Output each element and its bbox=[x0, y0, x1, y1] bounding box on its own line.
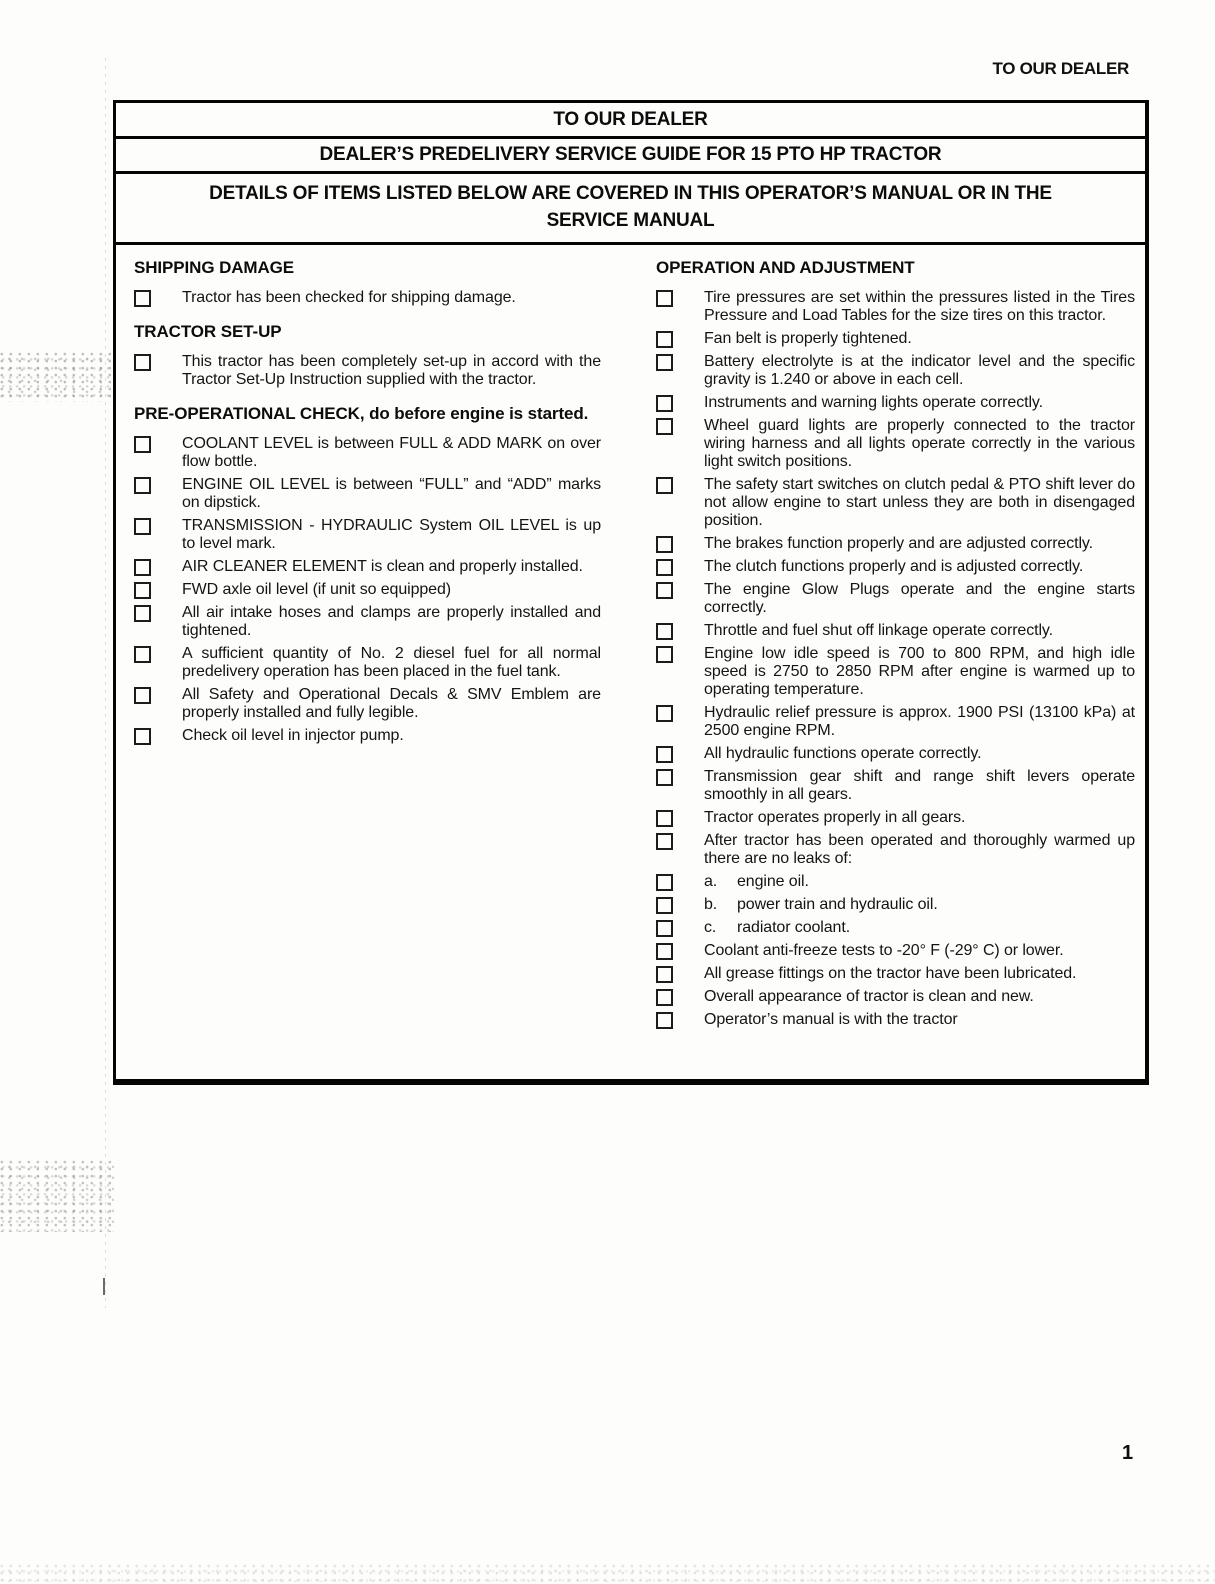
box-note-line1: DETAILS OF ITEMS LISTED BELOW ARE COVERED IN THIS OPERATOR’S MANUAL OR IN THE bbox=[209, 183, 1052, 204]
checklist-item bbox=[656, 394, 1135, 412]
checklist-item-text: Check oil level in injector pump. bbox=[182, 727, 404, 744]
box-title: TO OUR DEALER bbox=[116, 103, 1145, 139]
checklist-item-text: After tractor has been operated and thoroughly warmed up there are no leaks of: bbox=[704, 832, 1135, 867]
checklist-item-text: Engine low idle speed is 700 to 800 RPM, and high idle speed is 2750 to 2850 RPM after engine is warmed up to operating temperature. bbox=[704, 645, 1135, 698]
checklist-item-text bbox=[704, 919, 1135, 937]
checklist-item bbox=[656, 942, 1135, 960]
checkbox-unchecked-icon[interactable] bbox=[656, 746, 673, 763]
section-heading: OPERATION AND ADJUSTMENT bbox=[656, 258, 915, 277]
checkbox-unchecked-icon[interactable] bbox=[134, 290, 151, 307]
checklist-item-text: Throttle and fuel shut off linkage operate correctly. bbox=[704, 622, 1053, 639]
section-heading: TRACTOR SET-UP bbox=[134, 322, 282, 341]
checkbox-unchecked-icon[interactable] bbox=[134, 436, 151, 453]
checklist-item bbox=[656, 919, 1135, 937]
checklist-item bbox=[656, 581, 1135, 617]
checklist-item bbox=[656, 353, 1135, 389]
checkbox-unchecked-icon[interactable] bbox=[134, 728, 151, 745]
checklist-item bbox=[134, 476, 601, 512]
section-heading: SHIPPING DAMAGE bbox=[134, 258, 295, 277]
checklist-item-text: FWD axle oil level (if unit so equipped) bbox=[182, 581, 452, 598]
checklist-item-text: Tire pressures are set within the pressures listed in the Tires Pressure and Load Tables for the size tires on this tractor. bbox=[704, 289, 1135, 324]
checkbox-unchecked-icon[interactable] bbox=[134, 605, 151, 622]
checkbox-unchecked-icon[interactable] bbox=[656, 920, 673, 937]
checklist-item bbox=[656, 330, 1135, 348]
checkbox-unchecked-icon[interactable] bbox=[656, 418, 673, 435]
checklist-column-left bbox=[134, 255, 601, 1034]
checkbox-unchecked-icon[interactable] bbox=[134, 518, 151, 535]
checkbox-unchecked-icon[interactable] bbox=[134, 646, 151, 663]
checklist-item bbox=[656, 704, 1135, 740]
checklist-item bbox=[656, 965, 1135, 983]
checkbox-unchecked-icon[interactable] bbox=[134, 582, 151, 599]
scan-artifact-dash bbox=[103, 1278, 105, 1295]
scan-artifact-noise-band bbox=[0, 1160, 114, 1232]
running-header: TO OUR DEALER bbox=[992, 59, 1129, 78]
checklist-item-text: ENGINE OIL LEVEL is between “FULL” and “ADD” marks on dipstick. bbox=[182, 476, 601, 511]
checkbox-unchecked-icon[interactable] bbox=[656, 290, 673, 307]
checkbox-unchecked-icon[interactable] bbox=[656, 966, 673, 983]
checkbox-unchecked-icon[interactable] bbox=[656, 989, 673, 1006]
checklist-item-text: The clutch functions properly and is adjusted correctly. bbox=[704, 558, 1084, 575]
checkbox-unchecked-icon[interactable] bbox=[656, 623, 673, 640]
checklist-item-text: Transmission gear shift and range shift levers operate smoothly in all gears. bbox=[704, 768, 1135, 803]
checklist-item bbox=[656, 896, 1135, 914]
section-heading: PRE-OPERATIONAL CHECK, do before engine is started. bbox=[134, 404, 589, 423]
item-letter: c. bbox=[704, 919, 717, 936]
checklist-item bbox=[656, 558, 1135, 576]
item-label: radiator coolant. bbox=[737, 919, 851, 936]
checklist-item bbox=[656, 476, 1135, 530]
checkbox-unchecked-icon[interactable] bbox=[134, 687, 151, 704]
checklist-item bbox=[134, 581, 601, 599]
item-letter: a. bbox=[704, 873, 718, 890]
checklist-item-text: The brakes function properly and are adjusted correctly. bbox=[704, 535, 1093, 552]
checkbox-unchecked-icon[interactable] bbox=[656, 559, 673, 576]
checklist-item bbox=[134, 604, 601, 640]
checklist-item-text: The engine Glow Plugs operate and the engine starts correctly. bbox=[704, 581, 1135, 616]
checkbox-unchecked-icon[interactable] bbox=[656, 331, 673, 348]
checklist-item-text: Tractor operates properly in all gears. bbox=[704, 809, 966, 826]
checkbox-unchecked-icon[interactable] bbox=[656, 769, 673, 786]
checkbox-unchecked-icon[interactable] bbox=[656, 833, 673, 850]
checklist-item bbox=[656, 768, 1135, 804]
item-label: power train and hydraulic oil. bbox=[737, 896, 938, 913]
checklist-item bbox=[134, 435, 601, 471]
item-label: engine oil. bbox=[737, 873, 809, 890]
checklist-item-text: Fan belt is properly tightened. bbox=[704, 330, 912, 347]
checklist-item bbox=[134, 353, 601, 389]
checkbox-unchecked-icon[interactable] bbox=[134, 477, 151, 494]
checkbox-unchecked-icon[interactable] bbox=[656, 582, 673, 599]
checklist-item-text: AIR CLEANER ELEMENT is clean and properly installed. bbox=[182, 558, 583, 575]
checkbox-unchecked-icon[interactable] bbox=[656, 810, 673, 827]
checklist-item-text: All hydraulic functions operate correctly. bbox=[704, 745, 982, 762]
checklist-item-text: Overall appearance of tractor is clean and new. bbox=[704, 988, 1034, 1005]
checkbox-unchecked-icon[interactable] bbox=[656, 646, 673, 663]
checklist-item-text: COOLANT LEVEL is between FULL & ADD MARK on over flow bottle. bbox=[182, 435, 601, 470]
checkbox-unchecked-icon[interactable] bbox=[656, 874, 673, 891]
checklist-item bbox=[134, 686, 601, 722]
box-subtitle: DEALER’S PREDELIVERY SERVICE GUIDE FOR 15 PTO HP TRACTOR bbox=[116, 139, 1145, 174]
checklist-item-text: All Safety and Operational Decals & SMV Emblem are properly installed and fully legible. bbox=[182, 686, 601, 721]
checklist-item bbox=[656, 832, 1135, 868]
checkbox-unchecked-icon[interactable] bbox=[134, 559, 151, 576]
checklist-item-text: Battery electrolyte is at the indicator level and the specific gravity is 1.240 or above in each cell. bbox=[704, 353, 1135, 388]
checklist-item bbox=[134, 517, 601, 553]
checklist-item bbox=[134, 727, 601, 745]
checklist-item-text bbox=[704, 896, 1135, 914]
checklist-columns bbox=[116, 245, 1145, 1034]
scan-artifact-margin-line bbox=[105, 58, 106, 1308]
checklist-item bbox=[134, 558, 601, 576]
checklist-item-text: Operator’s manual is with the tractor bbox=[704, 1011, 958, 1028]
checklist-item-text: A sufficient quantity of No. 2 diesel fuel for all normal predelivery operation has been placed in the fuel tank. bbox=[182, 645, 601, 680]
checkbox-unchecked-icon[interactable] bbox=[134, 354, 151, 371]
checkbox-unchecked-icon[interactable] bbox=[656, 705, 673, 722]
checkbox-unchecked-icon[interactable] bbox=[656, 943, 673, 960]
checkbox-unchecked-icon[interactable] bbox=[656, 354, 673, 371]
checklist-item-text: All air intake hoses and clamps are properly installed and tightened. bbox=[182, 604, 601, 639]
checklist-column-right bbox=[656, 255, 1135, 1034]
checklist-item bbox=[134, 645, 601, 681]
checklist-item bbox=[656, 622, 1135, 640]
checklist-item bbox=[656, 535, 1135, 553]
checkbox-unchecked-icon[interactable] bbox=[656, 897, 673, 914]
checklist-item-text: Wheel guard lights are properly connected to the tractor wiring harness and all lights operate correctly in the various light switch positions. bbox=[704, 417, 1135, 470]
checklist-item-text: Tractor has been checked for shipping damage. bbox=[182, 289, 516, 306]
checklist-item-text: The safety start switches on clutch pedal & PTO shift lever do not allow engine to start unless they are both in disengaged position. bbox=[704, 476, 1135, 529]
scan-artifact-noise-band bbox=[0, 1564, 1215, 1582]
checklist-item bbox=[656, 809, 1135, 827]
checklist-item-text bbox=[704, 873, 1135, 891]
checklist-item bbox=[656, 1011, 1135, 1029]
box-note bbox=[116, 174, 1145, 245]
checklist-item-text: All grease fittings on the tractor have been lubricated. bbox=[704, 965, 1077, 982]
checklist-item bbox=[656, 988, 1135, 1006]
checklist-item bbox=[656, 289, 1135, 325]
checkbox-unchecked-icon[interactable] bbox=[656, 536, 673, 553]
checklist-item bbox=[656, 645, 1135, 699]
checklist-item-text: This tractor has been completely set-up in accord with the Tractor Set-Up Instruction supplied with the tractor. bbox=[182, 353, 601, 388]
checkbox-unchecked-icon[interactable] bbox=[656, 395, 673, 412]
checklist-item-text: Hydraulic relief pressure is approx. 1900 PSI (13100 kPa) at 2500 engine RPM. bbox=[704, 704, 1135, 739]
page-number: 1 bbox=[1122, 1442, 1134, 1464]
checkbox-unchecked-icon[interactable] bbox=[656, 477, 673, 494]
checklist-item-text: Instruments and warning lights operate correctly. bbox=[704, 394, 1043, 411]
scan-artifact-noise-band bbox=[0, 352, 112, 402]
checklist-item-text: Coolant anti-freeze tests to -20° F (-29° C) or lower. bbox=[704, 942, 1064, 959]
box-note-line2: SERVICE MANUAL bbox=[546, 210, 715, 231]
dealer-checklist-box bbox=[113, 100, 1149, 1085]
checklist-item-text: TRANSMISSION - HYDRAULIC System OIL LEVEL is up to level mark. bbox=[182, 517, 601, 552]
checkbox-unchecked-icon[interactable] bbox=[656, 1012, 673, 1029]
checklist-item bbox=[656, 417, 1135, 471]
checklist-item bbox=[656, 873, 1135, 891]
checklist-item bbox=[656, 745, 1135, 763]
item-letter: b. bbox=[704, 896, 718, 913]
checklist-item bbox=[134, 289, 601, 307]
